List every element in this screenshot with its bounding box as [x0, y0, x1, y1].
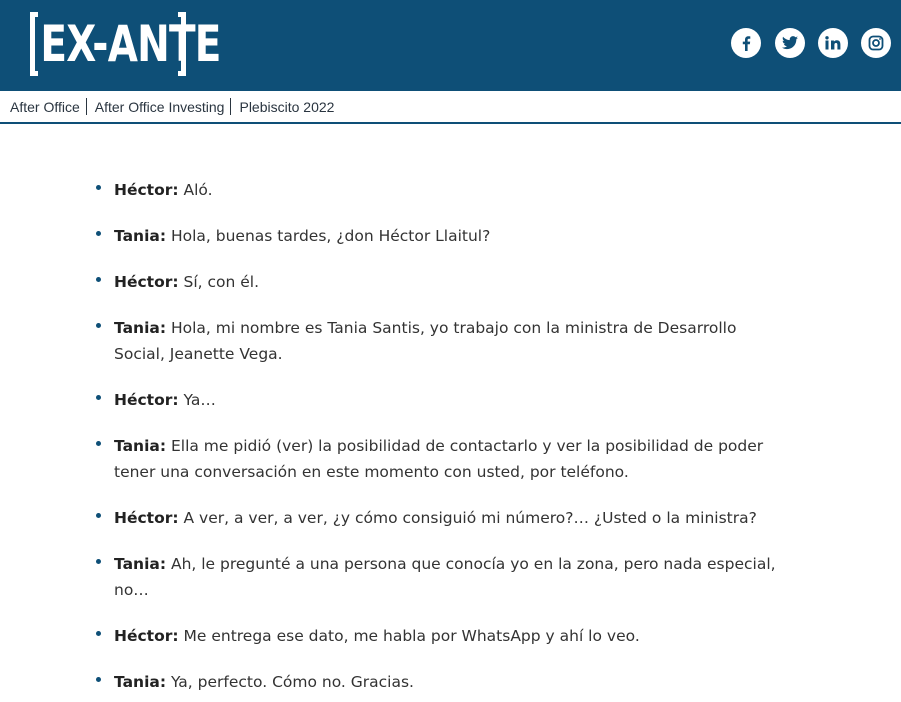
list-item: [96, 387, 786, 413]
speaker-name: Héctor:: [114, 181, 179, 199]
dialogue-text: Ah, le pregunté a una persona que conocía yo en la zona, pero nada especial, no…: [114, 555, 776, 599]
dialogue-text: Sí, con él.: [178, 273, 260, 291]
twitter-icon[interactable]: [775, 28, 805, 58]
list-item: [96, 223, 786, 249]
dialogue-text: Ella me pidió (ver) la posibilidad de contactarlo y ver la posibilidad de poder tener una conversación en este momento con usted, por teléfono.: [114, 437, 764, 481]
site-header: [0, 0, 901, 91]
speaker-name: Héctor:: [114, 509, 179, 527]
bullet-icon: [96, 677, 101, 682]
site-logo[interactable]: [30, 12, 221, 76]
top-nav: [0, 91, 901, 124]
list-item: [96, 433, 786, 485]
dialogue-text: Hola, buenas tardes, ¿don Héctor Llaitul?: [166, 227, 491, 245]
speaker-name: Tania:: [114, 437, 167, 455]
bullet-icon: [96, 323, 101, 328]
speaker-name: Héctor:: [114, 627, 179, 645]
list-item: [96, 505, 786, 531]
logo-bracket-left: [30, 12, 38, 76]
speaker-name: Tania:: [114, 555, 167, 573]
nav-item-after-office[interactable]: After Office: [10, 98, 80, 115]
speaker-name: Tania:: [114, 673, 167, 691]
list-item: [96, 177, 786, 203]
list-item: [96, 623, 786, 649]
dialogue-text: A ver, a ver, a ver, ¿y cómo consiguió mi número?… ¿Usted o la ministra?: [178, 509, 757, 527]
nav-separator: [230, 98, 231, 115]
speaker-name: Tania:: [114, 227, 167, 245]
list-item: [96, 315, 786, 367]
dialogue-text: Ya…: [178, 391, 216, 409]
list-item: [96, 269, 786, 295]
dialogue-text: Me entrega ese dato, me habla por WhatsApp y ahí lo veo.: [178, 627, 640, 645]
bullet-icon: [96, 231, 101, 236]
bullet-icon: [96, 277, 101, 282]
facebook-icon[interactable]: [731, 28, 761, 58]
dialogue-text: Ya, perfecto. Cómo no. Gracias.: [166, 673, 414, 691]
bullet-icon: [96, 631, 101, 636]
speaker-name: Tania:: [114, 319, 167, 337]
speaker-name: Héctor:: [114, 391, 179, 409]
dialogue-text: Hola, mi nombre es Tania Santis, yo trabajo con la ministra de Desarrollo Social, Jeanette Vega.: [114, 319, 737, 363]
logo-text: EX-ANTE: [40, 15, 221, 73]
nav-separator: [86, 98, 87, 115]
list-item: [96, 551, 786, 603]
instagram-icon[interactable]: [861, 28, 891, 58]
speaker-name: Héctor:: [114, 273, 179, 291]
dialogue-text: Aló.: [178, 181, 213, 199]
bullet-icon: [96, 513, 101, 518]
nav-item-plebiscito-2022[interactable]: Plebiscito 2022: [239, 98, 335, 115]
bullet-icon: [96, 559, 101, 564]
bullet-icon: [96, 441, 101, 446]
bullet-icon: [96, 185, 101, 190]
list-item: [96, 669, 786, 695]
nav-item-after-office-investing[interactable]: After Office Investing: [94, 98, 225, 115]
linkedin-icon[interactable]: [818, 28, 848, 58]
bullet-icon: [96, 395, 101, 400]
